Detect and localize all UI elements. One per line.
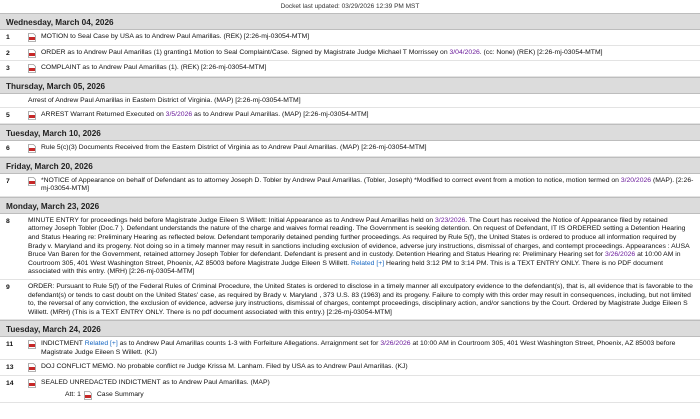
entry-number: 2 bbox=[6, 49, 10, 57]
docket-entry bbox=[0, 108, 700, 124]
entry-text bbox=[41, 111, 694, 120]
entry-text-segment: SEALED UNREDACTED INDICTMENT as to Andrew Paul Amarillas. (MAP) bbox=[41, 379, 270, 387]
day-header: Tuesday, March 10, 2026 bbox=[0, 124, 700, 141]
pdf-icon[interactable] bbox=[28, 111, 36, 120]
pdf-icon[interactable] bbox=[84, 391, 92, 400]
pdf-icon[interactable] bbox=[28, 363, 36, 372]
related-toggle-link[interactable]: Related [+] bbox=[351, 259, 385, 267]
docket-entry bbox=[0, 214, 700, 280]
entry-content bbox=[28, 363, 694, 372]
entry-text-segment: at 10:00 AM in Courtroom 305, 401 West Washington Street, Phoenix, AZ 85003 before Magistrate Judge Eileen S Willett. (KJ) bbox=[41, 340, 676, 356]
day-header: Tuesday, March 24, 2026 bbox=[0, 320, 700, 337]
entry-text-segment: ORDER: Pursuant to Rule 5(f) of the Federal Rules of Criminal Procedure, the United States is ordered to disclose in a timely manner all exculpatory evidence to the defendant(s), that is, all evidence that is favorable to the defendant(s) or tends to cast doubt on the United States' case, as required by Brady v. Maryland , 373 U.S. 83 (1963) and its progeny. Failure to comply with this order may result in consequences, including, but not limited to, the reversal of any conviction, the exclusion of evidence, adverse jury instructions, dismissal of charges, contempt proceedings, disciplinary action, and/or sanctions by the Court. Ordered by Magistrate Judge Eileen S Willett. (MRH) (This is a TEXT ENTRY ONLY. There is no pdf document associated with this entry.) [2:26-mj-03054-MTM] bbox=[28, 282, 693, 316]
pdf-icon[interactable] bbox=[28, 64, 36, 73]
docket-entry bbox=[0, 337, 700, 360]
entry-text bbox=[28, 217, 694, 277]
entry-text-segment: COMPLAINT as to Andrew Paul Amarillas (1). (REK) [2:26-mj-03054-MTM] bbox=[41, 64, 267, 72]
docket-updated-note: Docket last updated: 03/29/2026 12:39 PM MST bbox=[280, 3, 420, 10]
day-header: Monday, March 23, 2026 bbox=[0, 197, 700, 214]
pdf-icon[interactable] bbox=[28, 33, 36, 42]
docket-entry bbox=[0, 30, 700, 46]
entry-text bbox=[41, 379, 694, 400]
entry-text-segment: MOTION to Seal Case by USA as to Andrew Paul Amarillas. (REK) [2:26-mj-03054-MTM] bbox=[41, 33, 310, 40]
entry-text-segment: DOJ CONFLICT MEMO. No probable conflict re Judge Krissa M. Lanham. Filed by USA as to Andrew Paul Amarillas. (KJ) bbox=[41, 363, 408, 371]
entry-number: 3 bbox=[6, 65, 10, 73]
day-header: Thursday, March 05, 2026 bbox=[0, 77, 700, 94]
entry-number: 9 bbox=[6, 283, 10, 291]
entry-text-segment: *NOTICE of Appearance on behalf of Defendant as to attorney Joseph D. Tobler by Andrew Paul Amarillas. (Tobler, Joseph) *Modified to correct event from a motion to notice, motion termed on bbox=[41, 176, 621, 184]
docket-entry bbox=[0, 174, 700, 197]
entry-text bbox=[41, 49, 694, 58]
docket-list bbox=[0, 13, 700, 403]
pdf-icon[interactable] bbox=[28, 49, 36, 58]
entry-text bbox=[28, 97, 694, 106]
entry-number: 5 bbox=[6, 112, 10, 120]
entry-content bbox=[28, 111, 694, 120]
docket-entry bbox=[0, 141, 700, 157]
attachment-title: Case Summary bbox=[96, 390, 144, 398]
entry-content bbox=[28, 217, 694, 277]
entry-text bbox=[41, 177, 694, 194]
entry-content bbox=[28, 97, 694, 106]
entry-text-segment: . The Court has received the Notice of Appearance filed by retained attorney Joseph Tobler (Doc.7 ). Defendant understands the nature of the charge and waives formal reading. The Government is seeking detention. On request of Defendant, IT IS ORDERED setting a Detention Hearing and Status Hearing re: Preliminary Hearing as reflected below. Defendant temporarily detained pending further proceedings. As required by Rule 5(f), the United States is ordered to produce all information required by Brady v. Maryland and its progeny. Not doing so in a timely manner may result in sanctions including exclusion of evidence, adverse jury instructions, dismissal of charges, and contempt proceedings. Appearances : AUSA Bruce Van Baren for the Government, retained attorney Joseph Tobler for defendant. Defendant is present and in custody. Detention Hearing and Status Hearing re: Preliminary Hearing set for bbox=[28, 216, 690, 259]
entry-content bbox=[28, 49, 694, 58]
entry-content bbox=[28, 64, 694, 73]
date-link[interactable]: 3/26/2026 bbox=[604, 251, 636, 259]
pdf-icon[interactable] bbox=[28, 177, 36, 186]
docket-entry bbox=[0, 94, 700, 109]
entry-text-segment: ORDER as to Andrew Paul Amarillas (1) granting1 Motion to Seal Complaint/Case. Signed by Magistrate Judge Michael T Morrissey on bbox=[41, 48, 450, 56]
entry-text-segment: MINUTE ENTRY for proceedings held before Magistrate Judge Eileen S Willett: Initial Appearance as to Andrew Paul Amarillas held on bbox=[28, 216, 436, 224]
entry-content bbox=[28, 144, 694, 153]
pdf-icon[interactable] bbox=[28, 144, 36, 153]
entry-text bbox=[41, 363, 694, 372]
date-link[interactable]: 3/23/2026 bbox=[435, 216, 466, 224]
entry-text bbox=[41, 64, 694, 73]
entry-text-segment: INDICTMENT bbox=[41, 340, 85, 348]
docket-entry bbox=[0, 360, 700, 376]
entry-number: 1 bbox=[6, 34, 10, 41]
entry-text-segment: Rule 5(c)(3) Documents Received from the Eastern District of Virginia as to Andrew Paul Amarillas. (MAP) [2:26-mj-03054-MTM] bbox=[41, 143, 427, 151]
date-link[interactable]: 3/5/2026 bbox=[165, 111, 193, 119]
entry-number: 8 bbox=[6, 217, 10, 225]
docket-entry bbox=[0, 376, 700, 403]
attachment-label: Att: 1 bbox=[65, 390, 81, 398]
entry-content bbox=[28, 33, 694, 42]
entry-text-segment: Arrest of Andrew Paul Amarillas in Eastern District of Virginia. (MAP) [2:26-mj-03054-MTM] bbox=[28, 96, 301, 104]
entry-text-segment: . (cc: None) (REK) [2:26-mj-03054-MTM] bbox=[479, 48, 603, 56]
entry-text-segment: ARREST Warrant Returned Executed on bbox=[41, 111, 166, 119]
entry-text-segment: at 10:00 AM in Courtroom 305, 401 West Washington Street, Phoenix, AZ 85003 before Magistrate Judge Eileen S Willett. bbox=[28, 251, 681, 267]
day-header: Friday, March 20, 2026 bbox=[0, 157, 700, 174]
entry-number: 6 bbox=[6, 144, 10, 152]
entry-content bbox=[28, 177, 694, 194]
entry-number: 13 bbox=[6, 364, 14, 372]
attachment-row bbox=[41, 391, 694, 400]
entry-text bbox=[41, 144, 694, 153]
entry-text bbox=[28, 283, 694, 317]
entry-text-segment: as to Andrew Paul Amarillas counts 1-3 with Forfeiture Allegations. Arraignment set for bbox=[117, 340, 381, 348]
entry-text-segment: Hearing held 3:12 PM to 3:14 PM. This is a TEXT ENTRY ONLY. There is no PDF document associated with this entry. (MRH) [2:26-mj-03054-MTM] bbox=[28, 259, 664, 276]
entry-text-segment: (MAP). [2:26-mj-03054-MTM] bbox=[41, 176, 694, 193]
entry-text-segment: as to Andrew Paul Amarillas. (MAP) [2:26-mj-03054-MTM] bbox=[192, 111, 369, 119]
date-link[interactable]: 3/20/2026 bbox=[620, 176, 652, 184]
docket-entry bbox=[0, 280, 700, 320]
date-link[interactable]: 3/04/2026 bbox=[449, 48, 480, 56]
pdf-icon[interactable] bbox=[28, 340, 36, 349]
docket-entry bbox=[0, 61, 700, 77]
entry-content bbox=[28, 283, 694, 317]
entry-number bbox=[6, 97, 28, 98]
entry-number: 7 bbox=[6, 177, 10, 185]
entry-content bbox=[28, 340, 694, 357]
entry-text bbox=[41, 340, 694, 357]
entry-number: 14 bbox=[6, 380, 14, 388]
related-toggle-link[interactable]: Related [+] bbox=[84, 340, 118, 348]
entry-content bbox=[28, 379, 694, 400]
pdf-icon[interactable] bbox=[28, 379, 36, 388]
entry-text bbox=[41, 33, 694, 42]
date-link[interactable]: 3/26/2026 bbox=[380, 340, 411, 348]
docket-entry bbox=[0, 46, 700, 62]
entry-number: 11 bbox=[6, 341, 14, 349]
day-header: Wednesday, March 04, 2026 bbox=[0, 13, 700, 30]
